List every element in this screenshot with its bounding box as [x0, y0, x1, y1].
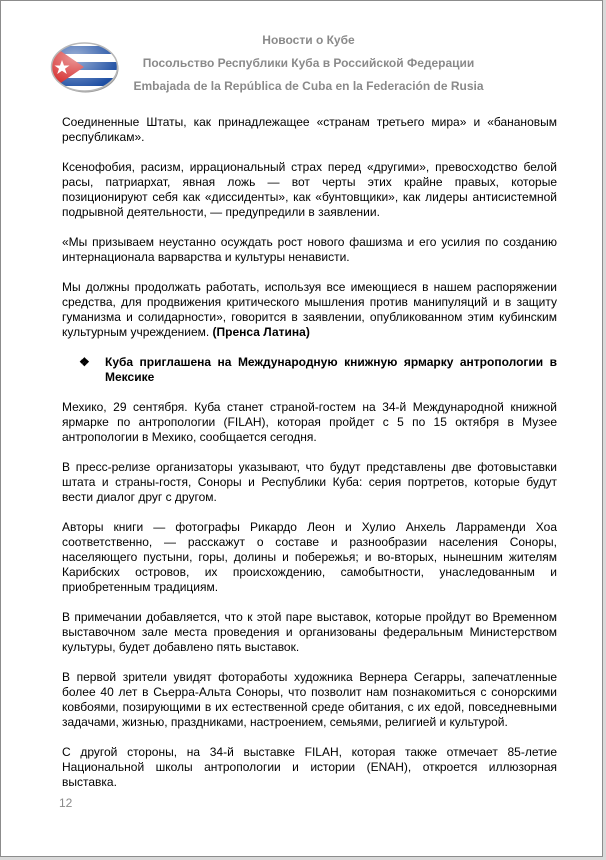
paragraph: Мехико, 29 сентября. Куба станет страной-гостем на 34-й Международной книжной ярмарке по антропологии (FILAH), которая пройдет с 5 по 15 октября в Музее антропологии в Мехико, сообщается сегодня. [62, 400, 557, 444]
paragraph: В первой зрители увидят фотоработы художника Вернера Сегарры, запечатленные более 40 лет в Сьерра-Альта Соноры, что позволит нам познакомиться с сонорскими ковбоями, позирующими в их естественной среде обитания, с их едой, повседневными задачами, жизнью, праздниками, настроением, семьями, религией и культурой. [62, 670, 557, 729]
header-embassy-es: Embajada de la República de Cuba en la Federación de Rusia [133, 79, 484, 93]
paragraph: Ксенофобия, расизм, иррациональный страх перед «другими», превосходство белой расы, патриархат, явная ложь — вот черты этих крайне правых, которые позиционируют себя как «диссиденты», как «бунтовщики», как лидеры антисистемной подрывной деятельности, — предупредили в заявлении. [62, 160, 557, 219]
article-title: Куба приглашена на Международную книжную ярмарку антропологии в Мексике [105, 355, 557, 384]
page-header [1, 1, 603, 101]
paragraph [62, 280, 557, 340]
page-number: 12 [59, 796, 73, 810]
diamond-bullet-icon: ❖ [79, 355, 90, 369]
paragraph: «Мы призываем неустанно осуждать рост нового фашизма и его усилия по созданию интернационала варварства и культуры ненависти. [62, 235, 557, 264]
paragraph-text: Мы должны продолжать работать, используя все имеющиеся в нашем распоряжении средства, для продвижения критического мышления против манипуляций и в защиту гуманизма и солидарности», говорится в заявлении, опубликованном этим кубинским культурным учреждением. [62, 280, 557, 339]
paragraph: С другой стороны, на 34-й выставке FILAH, которая также отмечает 85-летие Национальной школы антропологии и истории (ENAH), откроется иллюзорная выставка. [62, 745, 557, 789]
paragraph: В примечании добавляется, что к этой паре выставок, которые пройдут во Временном выставочном зале места проведения и организованы федеральным Министерством культуры, будет добавлено пять выставок. [62, 610, 557, 654]
paragraph: Авторы книги — фотографы Рикардо Леон и Хулио Анхель Ларраменди Хоа соответственно, — расскажут о составе и разнообразии населения Соноры, населяющего пустыни, горы, долины и побережья; и во-вторых, нынешним жителям Карибских островов, их происхождению, самобытности, унаследованным и приобретенным традициям. [62, 520, 557, 594]
header-embassy-ru: Посольство Республики Куба в Российской Федерации [142, 56, 475, 70]
paragraph: Соединенные Штаты, как принадлежащее «странам третьего мира» и «банановым республикам». [62, 115, 557, 144]
paragraph: В пресс-релизе организаторы указывают, что будут представлены две фотовыставки штата и страны-гостя, Соноры и Республики Куба: серия портретов, которые будут вести диалог друг с другом. [62, 460, 557, 504]
article-heading [62, 355, 557, 385]
header-title: Новости о Кубе [262, 33, 355, 47]
document-body [62, 115, 557, 805]
source-credit: (Пренса Латина) [212, 325, 310, 339]
